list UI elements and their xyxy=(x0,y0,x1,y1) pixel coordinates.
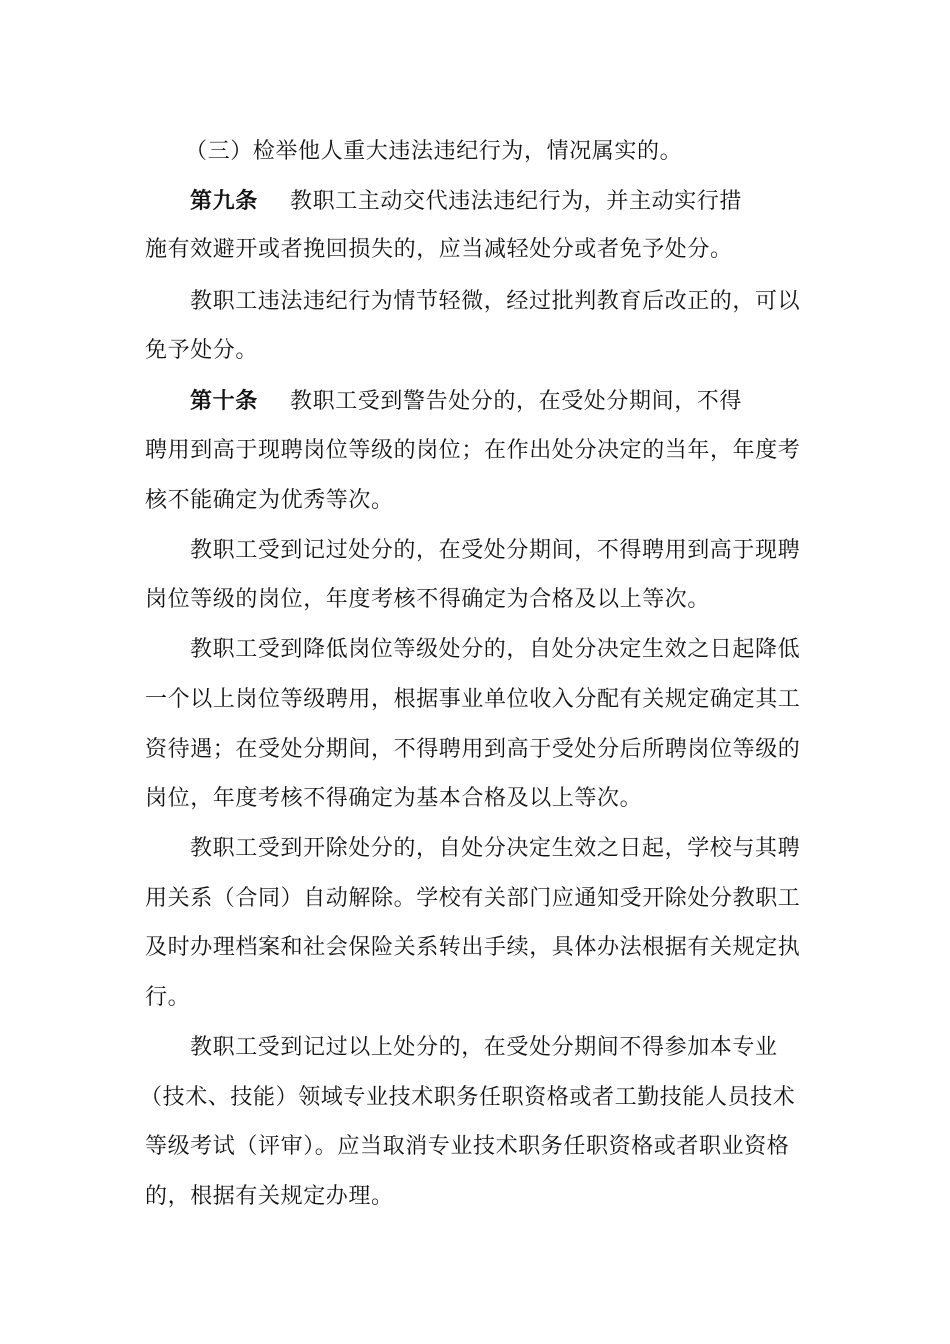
article-ten-text: 教职工受到警告处分的，在受处分期间，不得 xyxy=(290,389,743,414)
paragraph-8-line-2: （技术、技能）领域专业技术职务任职资格或者工勤技能人员技术 xyxy=(140,1085,796,1110)
clause-three-line: （三）检举他人重大违法违纪行为，情况属实的。 xyxy=(185,139,683,164)
article-nine-label: 第九条 xyxy=(190,188,258,214)
paragraph-6-line-4: 岗位，年度考核不得确定为基本合格及以上等次。 xyxy=(145,786,643,811)
paragraph-6-line-3: 资待遇；在受处分期间，不得聘用到高于受处分后所聘岗位等级的 xyxy=(145,737,801,762)
paragraph-7-line-1: 教职工受到开除处分的，自处分决定生效之日起，学校与其聘 xyxy=(190,836,801,861)
paragraph-7-line-4: 行。 xyxy=(145,985,191,1010)
article-ten-line-3: 核不能确定为优秀等次。 xyxy=(145,488,394,513)
paragraph-6-line-1: 教职工受到降低岗位等级处分的，自处分决定生效之日起降低 xyxy=(190,637,801,662)
paragraph-3-line-2: 免予处分。 xyxy=(145,338,259,363)
article-ten-first-line xyxy=(145,386,795,417)
paragraph-3-line-1: 教职工违法违纪行为情节轻微，经过批判教育后改正的，可以 xyxy=(190,289,801,314)
paragraph-7-line-2: 用关系（合同）自动解除。学校有关部门应通知受开除处分教职工 xyxy=(145,886,801,911)
article-nine-first-line xyxy=(145,186,795,217)
article-nine-line-2: 施有效避开或者挽回损失的，应当减轻处分或者免予处分。 xyxy=(145,237,733,262)
article-ten-line-2: 聘用到高于现聘岗位等级的岗位；在作出处分决定的当年，年度考 xyxy=(145,438,801,463)
paragraph-7-line-3: 及时办理档案和社会保险关系转出手续，具体办法根据有关规定执 xyxy=(145,935,801,960)
paragraph-8-line-1: 教职工受到记过以上处分的，在受处分期间不得参加本专业 xyxy=(190,1035,778,1060)
paragraph-6-line-2: 一个以上岗位等级聘用，根据事业单位收入分配有关规定确定其工 xyxy=(145,687,801,712)
paragraph-8-line-3: 等级考试（评审）。应当取消专业技术职务任职资格或者职业资格 xyxy=(145,1134,790,1159)
article-ten-label: 第十条 xyxy=(190,388,258,414)
paragraph-5-line-2: 岗位等级的岗位，年度考核不得确定为合格及以上等次。 xyxy=(145,587,711,612)
paragraph-5-line-1: 教职工受到记过处分的，在受处分期间，不得聘用到高于现聘 xyxy=(190,538,801,563)
article-nine-text: 教职工主动交代违法违纪行为，并主动实行措 xyxy=(290,189,743,214)
paragraph-8-line-4: 的，根据有关规定办理。 xyxy=(145,1184,394,1209)
